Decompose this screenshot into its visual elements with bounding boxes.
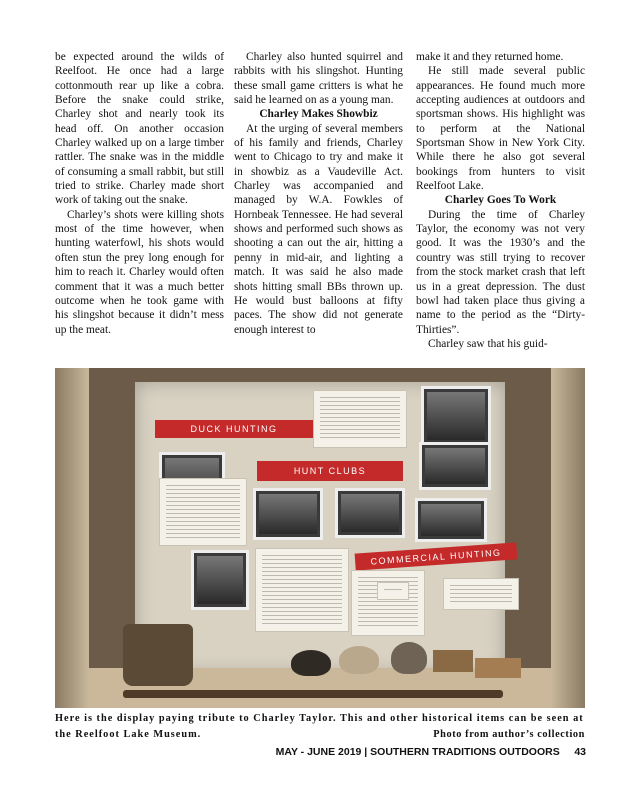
display-case-left-frame	[55, 368, 89, 708]
slingshot	[475, 658, 521, 678]
historic-photo	[421, 386, 491, 446]
paragraph: Charley also hunted squirrel and rabbits with his slingshot. Hunting these small game critters is what he said he learned on as a young man.	[234, 51, 403, 107]
museum-display-photo	[55, 368, 585, 708]
info-placard	[351, 570, 425, 636]
woven-basket	[123, 624, 193, 686]
sign-hunt-clubs: HUNT CLUBS	[257, 461, 403, 481]
paragraph: Charley saw that his guid-	[428, 337, 548, 350]
section-heading: Charley Goes To Work	[444, 194, 557, 207]
section-heading: Charley Makes Showbiz	[259, 108, 378, 121]
info-placard	[443, 578, 519, 610]
caption-text: Here is the display paying tribute to Charley Taylor. This and other historical items can be seen at the Reelfoot Lake Museum.	[55, 713, 584, 740]
photo-credit: Photo from author’s collection	[433, 729, 585, 740]
article-column-2	[234, 50, 403, 337]
duck-decoy	[291, 650, 331, 676]
historic-photo	[335, 488, 405, 538]
paragraph: be expected around the wilds of Reelfoot. He once had a large cottonmouth rear up like a cobra. Before the snake could strike, Charley shot and nearly took its head off. On another occasion Charley walked up on a large timber rattler. The snake was in the middle of consuming a small rabbit, but still tried to strike. Charley made short work of taking out the snake.	[55, 51, 224, 207]
page-footer: MAY - JUNE 2019 | SOUTHERN TRADITIONS OUTDOORS 43	[275, 746, 586, 758]
sign-duck-hunting: DUCK HUNTING	[155, 420, 313, 438]
historic-photo	[415, 498, 487, 542]
historic-photo	[419, 442, 491, 490]
info-placard	[159, 478, 247, 546]
article-column-1	[55, 50, 224, 337]
paragraph: Charley’s shots were killing shots most of the time however, when hunting waterfowl, his shots would often stun the prey long enough for him to reach it. Charley would often comment that it was a much better outcome when he took game with his slingshot because it didn’t mess up the meat.	[55, 208, 224, 336]
info-placard	[255, 548, 349, 632]
duck-decoy	[339, 646, 379, 674]
paragraph: At the urging of several members of his family and friends, Charley went to Chicago to try and make it in showbiz as a Vaudeville Act. Charley was accompanied and managed by W.A. Fowkles of Hornbeak Tennessee. He had several shows and performed such shows as shooting a can out the air, hitting a penny in mid-air, and lighting a match. It was said he also made shots hitting small BBs thrown up. He would bust balloons at fifty paces. The show did not generate enough interest to	[234, 122, 403, 336]
paragraph: During the time of Charley Taylor, the economy was not very good. It was the 1930’s and the country was still trying to recover from the stock market crash that left us in a great depression. The dust bowl had taken place thus giving a name to the period as the “Dirty-Thirties”.	[416, 208, 585, 336]
wooden-box	[433, 650, 473, 672]
sign-commercial-hunting: COMMERCIAL HUNTING	[355, 542, 518, 570]
historic-photo	[191, 550, 249, 610]
paragraph: He still made several public appearances. He found much more accepting audiences at outdoors and sportsman shows. His highlight was to perform at the National Sportsman Show in New York City. While there he also got several bookings from hunters to visit Reelfoot Lake.	[416, 65, 585, 193]
historic-photo	[253, 488, 323, 540]
info-placard	[313, 390, 407, 448]
photo-caption	[55, 711, 585, 743]
shotgun	[123, 690, 503, 698]
small-card	[377, 582, 409, 600]
article-column-3	[416, 50, 585, 351]
paragraph: make it and they returned home.	[416, 51, 564, 63]
duck-decoy	[391, 642, 427, 674]
display-case-right-frame	[551, 368, 585, 708]
